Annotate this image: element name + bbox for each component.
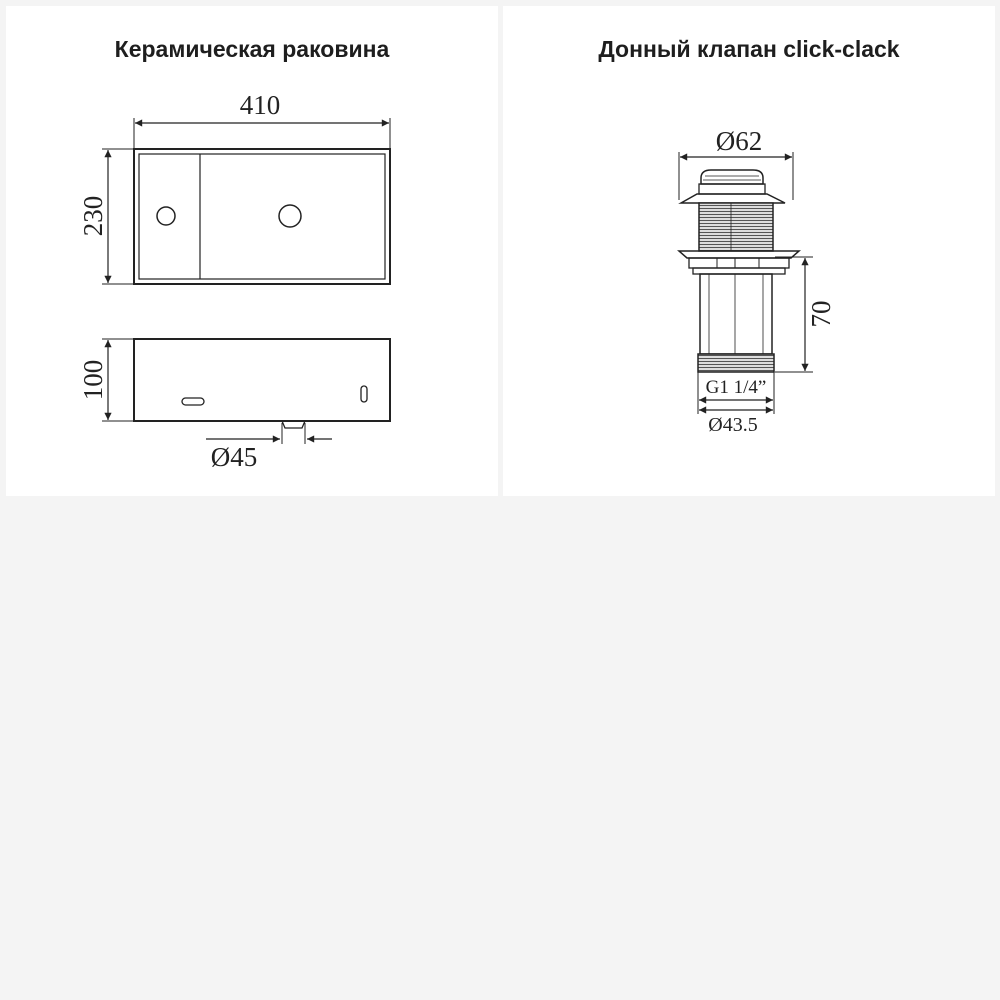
side-slot [361, 386, 367, 402]
thread-label: G1 1/4” [705, 377, 767, 398]
depth-label: 230 [78, 195, 108, 237]
valve-cap [701, 170, 763, 184]
drain-diameter-label: Ø45 [210, 442, 258, 472]
sink-drawing [6, 6, 498, 496]
width-dimension [134, 90, 390, 148]
valve-panel [503, 6, 995, 496]
overflow-slot [182, 398, 204, 405]
lower-thread [698, 354, 774, 372]
height-label: 100 [78, 359, 108, 401]
valve-title: Донный клапан click-clack [598, 36, 900, 62]
drain-diameter-dimension [206, 423, 332, 472]
lower-body [700, 274, 772, 354]
sink-panel [6, 6, 498, 496]
upper-thread [699, 203, 773, 251]
sink-front-view [134, 339, 390, 428]
outer-diameter-dimension [698, 372, 774, 436]
top-flange [681, 194, 785, 203]
depth-dimension [78, 149, 133, 284]
drain-hole [279, 205, 301, 227]
height-dimension [78, 339, 133, 421]
body-height-label: 70 [806, 300, 836, 328]
width-label: 410 [239, 90, 281, 120]
valve-body [679, 170, 799, 372]
outer-diameter-label: Ø43.5 [708, 414, 758, 436]
sink-title: Керамическая раковина [114, 36, 390, 62]
cap-diameter-label: Ø62 [715, 126, 763, 156]
valve-drawing [503, 6, 995, 496]
sink-top-view [134, 149, 390, 284]
faucet-hole [157, 207, 175, 225]
drain-outlet [282, 421, 305, 428]
cap-diameter-dimension [679, 126, 793, 200]
